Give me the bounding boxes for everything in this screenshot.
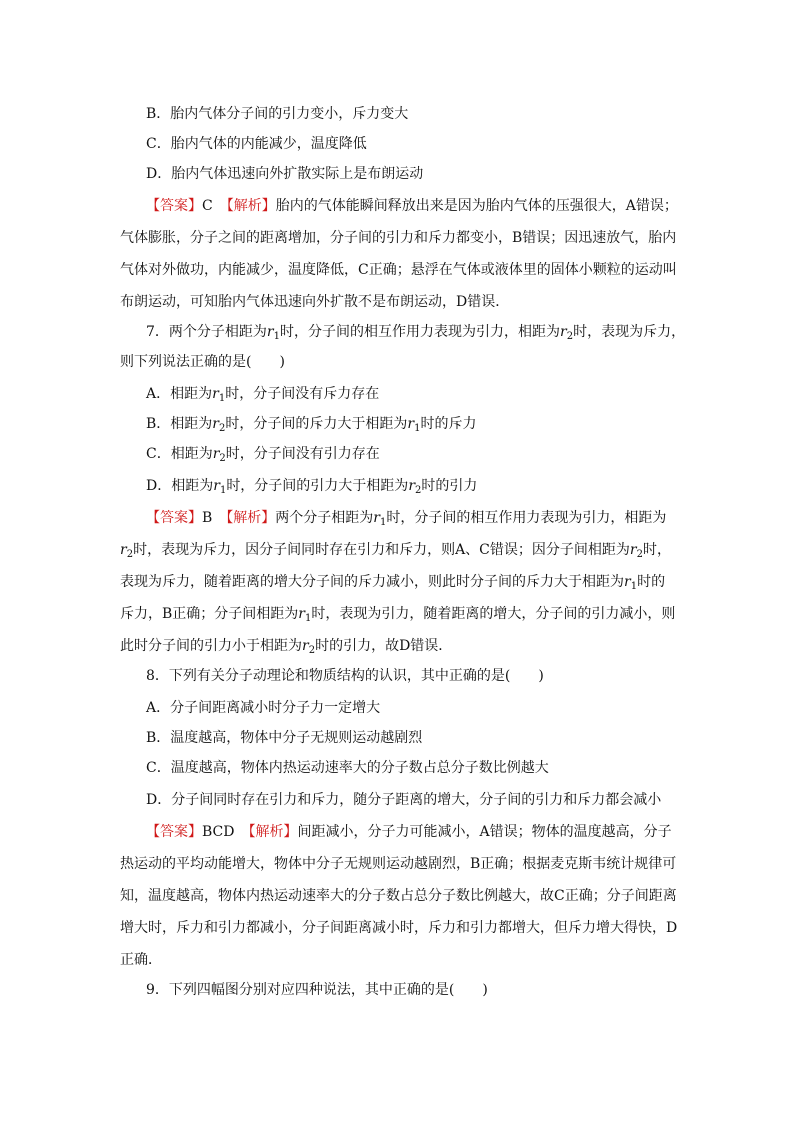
q7-option-d: D．相距为$r_1$时，分子间的引力大于相距为$r_2$时的引力 [146, 478, 478, 496]
q8-answer: BCD [202, 824, 235, 840]
q7-stem-line-1: 7．两个分子相距为$r_1$时，分子间的相互作用力表现为引力，相距为$r_2$时，表现为斥力， [146, 324, 686, 342]
answer-tag: 【答案】 [146, 510, 202, 526]
q6-analysis-line-3: 气体对外做功，内能减少，温度降低，C正确；悬浮在气体或液体里的固体小颗粒的运动叫 [120, 262, 677, 278]
q7-stem-line-2: 则下列说法正确的是( ) [120, 354, 285, 370]
q6-option-b: B．胎内气体分子间的引力变小，斥力变大 [146, 106, 409, 122]
q8-option-a: A．分子间距离减小时分子力一定增大 [146, 700, 381, 716]
q7-answer: B [202, 510, 213, 526]
q8-analysis-line-2: 热运动的平均动能增大，物体中分子无规则运动越剧烈，B正确；根据麦克斯韦统计规律可 [120, 856, 677, 872]
q8-option-b: B．温度越高，物体中分子无规则运动越剧烈 [146, 730, 423, 746]
answer-tag: 【答案】 [146, 198, 202, 214]
q8-stem: 8．下列有关分子动理论和物质结构的认识，其中正确的是( ) [146, 668, 544, 684]
q9-stem: 9．下列四幅图分别对应四种说法，其中正确的是( ) [146, 982, 488, 998]
q7-option-c: C．相距为$r_2$时，分子间没有引力存在 [146, 446, 380, 464]
q7-answer-line: 【答案】B 【解析】两个分子相距为$r_1$时，分子间的相互作用力表现为引力，相距为 [146, 510, 667, 528]
q7-option-b: B．相距为$r_2$时，分子间的斥力大于相距为$r_1$时的斥力 [146, 416, 477, 434]
analysis-tag: 【解析】 [226, 198, 276, 214]
q8-analysis-line-4: 增大时，斥力和引力都减小，分子间距离减小时，斥力和引力都增大，但斥力增大得快，D [120, 920, 678, 936]
analysis-tag: 【解析】 [226, 510, 276, 526]
q7-analysis-line-3: 表现为斥力，随着距离的增大分子间的斥力减小，则此时分子间的斥力大于相距为$r_1$时的 [120, 574, 666, 592]
q8-analysis-line-5: 正确． [120, 952, 162, 968]
q7-analysis-line-2: $r_2$时，表现为斥力，因分子间同时存在引力和斥力，则A、C错误；因分子间相距为$r_2$时， [120, 542, 671, 560]
q6-option-c: C．胎内气体的内能减少，温度降低 [146, 136, 367, 152]
analysis-tag: 【解析】 [248, 824, 298, 840]
q6-option-d: D．胎内气体迅速向外扩散实际上是布朗运动 [146, 166, 424, 182]
q6-analysis-line-2: 气体膨胀，分子之间的距离增加，分子间的引力和斥力都变小，B错误；因迅速放气，胎内 [120, 230, 677, 246]
q6-answer: C [202, 198, 213, 214]
q6-analysis-line-1: 胎内的气体能瞬间释放出来是因为胎内气体的压强很大，A错误； [275, 198, 678, 214]
q6-analysis-line-4: 布朗运动，可知胎内气体迅速向外扩散不是布朗运动，D错误． [120, 294, 510, 310]
q7-analysis-line-5: 此时分子间的引力小于相距为$r_2$时的引力，故D错误． [120, 638, 453, 656]
q8-analysis-line-3: 知，温度越高，物体内热运动速率大的分子数占总分子数比例越大，故C正确；分子间距离 [120, 888, 677, 904]
answer-tag: 【答案】 [146, 824, 202, 840]
q8-answer-line [146, 822, 672, 842]
q8-option-d: D．分子间同时存在引力和斥力，随分子距离的增大，分子间的引力和斥力都会减小 [146, 792, 662, 808]
q8-analysis-line-1: 间距减小，分子力可能减小，A错误；物体的温度越高，分子 [297, 824, 672, 840]
q7-analysis-line-4: 斥力，B正确；分子间相距为$r_1$时，表现为引力，随着距离的增大，分子间的引力减小，则 [120, 606, 676, 624]
q6-answer-line [146, 196, 678, 216]
q7-option-a: A．相距为$r_1$时，分子间没有斥力存在 [146, 386, 380, 404]
q8-option-c: C．温度越高，物体内热运动速率大的分子数占总分子数比例越大 [146, 760, 549, 776]
